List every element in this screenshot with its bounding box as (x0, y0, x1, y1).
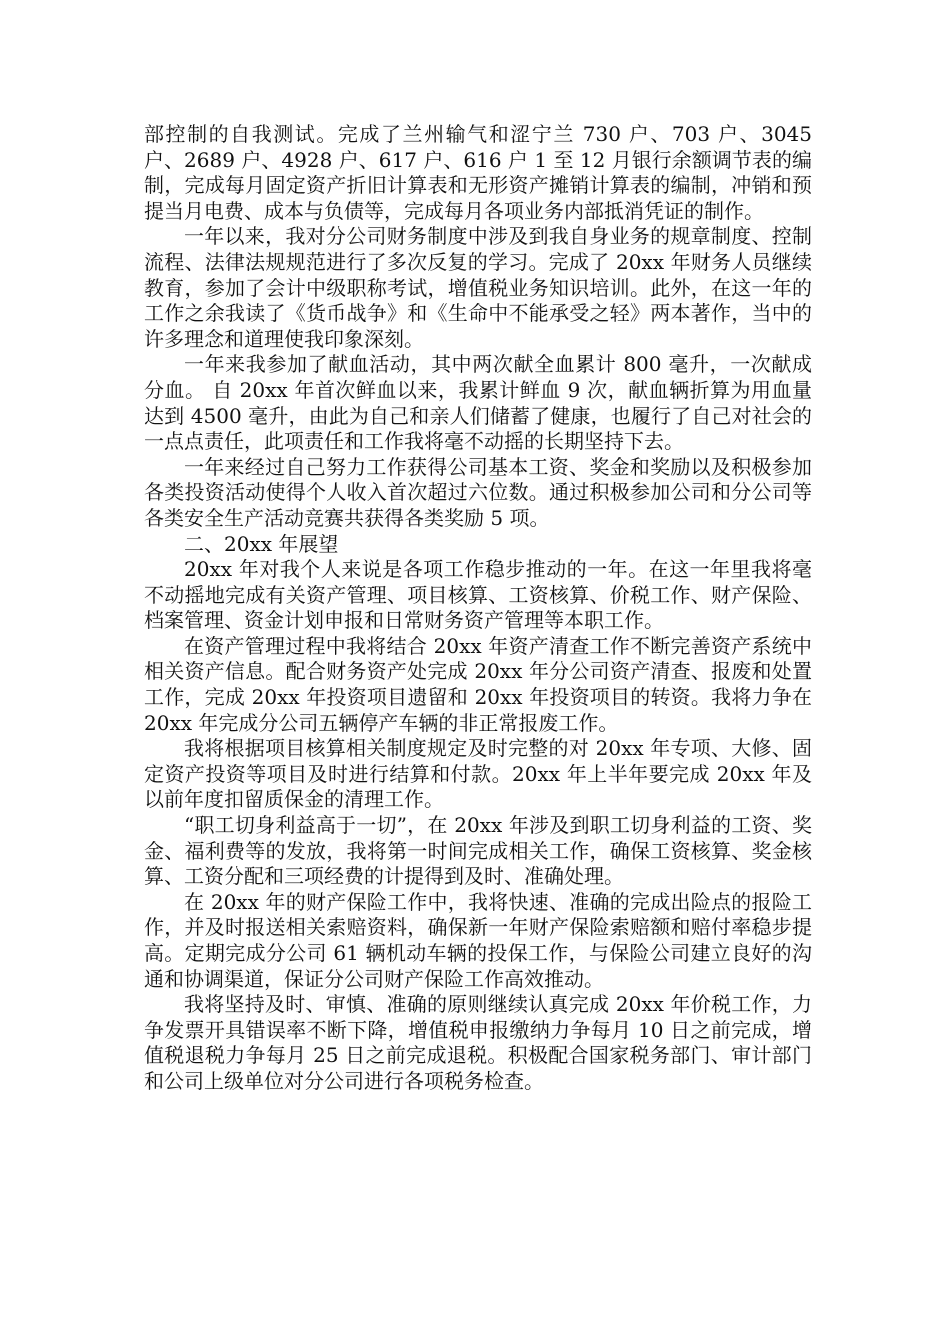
section-heading: 二、20xx 年展望 (184, 531, 339, 556)
paragraph-5: 20xx 年对我个人来说是各项工作稳步推动的一年。在这一年里我将毫不动摇地完成有关资产管理、项目核算、工资核算、价税工作、财产保险、档案管理、资金计划申报和日常财务资产管理等本职工作。 (144, 557, 812, 633)
paragraph-4: 一年来经过自己努力工作获得公司基本工资、奖金和奖励以及积极参加各类投资活动使得个人收入首次超过六位数。通过积极参加公司和分公司等各类安全生产活动竞赛共获得各类奖励 5 项。 (144, 454, 812, 530)
paragraph-1: 部控制的自我测试。完成了兰州输气和涩宁兰 730 户、703 户、3045 户、2689 户、4928 户、617 户、616 户 1 至 12 月银行余额调节表的编制，完成每月固定资产折旧计算表和无形资产摊销计算表的编制，冲销和预提当月电费、成本与负债等，完成每月各项业务内部抵消凭证的制作。 (144, 122, 812, 223)
paragraph-7: 我将根据项目核算相关制度规定及时完整的对 20xx 年专项、大修、固定资产投资等项目及时进行结算和付款。20xx 年上半年要完成 20xx 年及以前年度扣留质保金的清理工作。 (144, 736, 812, 812)
paragraph-10: 我将坚持及时、审慎、准确的原则继续认真完成 20xx 年价税工作，力争发票开具错误率不断下降，增值税申报缴纳力争每月 10 日之前完成，增值税退税力争每月 25 日之前完成退税。积极配合国家税务部门、审计部门和公司上级单位对分公司进行各项税务检查。 (144, 992, 812, 1093)
paragraph-8: “职工切身利益高于一切”，在 20xx 年涉及到职工切身利益的工资、奖金、福利费等的发放，我将第一时间完成相关工作，确保工资核算、奖金核算、工资分配和三项经费的计提得到及时、准确处理。 (144, 813, 812, 889)
paragraph-3: 一年来我参加了献血活动，其中两次献全血累计 800 毫升，一次献成分血。 自 20xx 年首次鲜血以来，我累计鲜血 9 次，献血辆折算为用血量达到 4500 毫升，由此为自己和亲人们储蓄了健康，也履行了自己对社会的一点点责任，此项责任和工作我将毫不动摇的长期坚持下去。 (144, 352, 812, 454)
paragraph-2: 一年以来，我对分公司财务制度中涉及到我自身业务的规章制度、控制流程、法律法规规范进行了多次反复的学习。完成了 20xx 年财务人员继续教育，参加了会计中级职称考试，增值税业务知识培训。此外，在这一年的工作之余我读了《货币战争》和《生命中不能承受之轻》两本著作，当中的许多理念和道理使我印象深刻。 (144, 224, 812, 351)
paragraph-9: 在 20xx 年的财产保险工作中，我将快速、准确的完成出险点的报险工作，并及时报送相关索赔资料，确保新一年财产保险索赔额和赔付率稳步提高。定期完成分公司 61 辆机动车辆的投保工作，与保险公司建立良好的沟通和协调渠道，保证分公司财产保险工作高效推动。 (144, 889, 812, 991)
document-body (144, 122, 812, 1095)
paragraph-6: 在资产管理过程中我将结合 20xx 年资产清查工作不断完善资产系统中相关资产信息。配合财务资产处完成 20xx 年分公司资产清查、报废和处置工作，完成 20xx 年投资项目遗留和 20xx 年投资项目的转资。我将力争在 20xx 年完成分公司五辆停产车辆的非正常报废工作。 (144, 633, 812, 735)
